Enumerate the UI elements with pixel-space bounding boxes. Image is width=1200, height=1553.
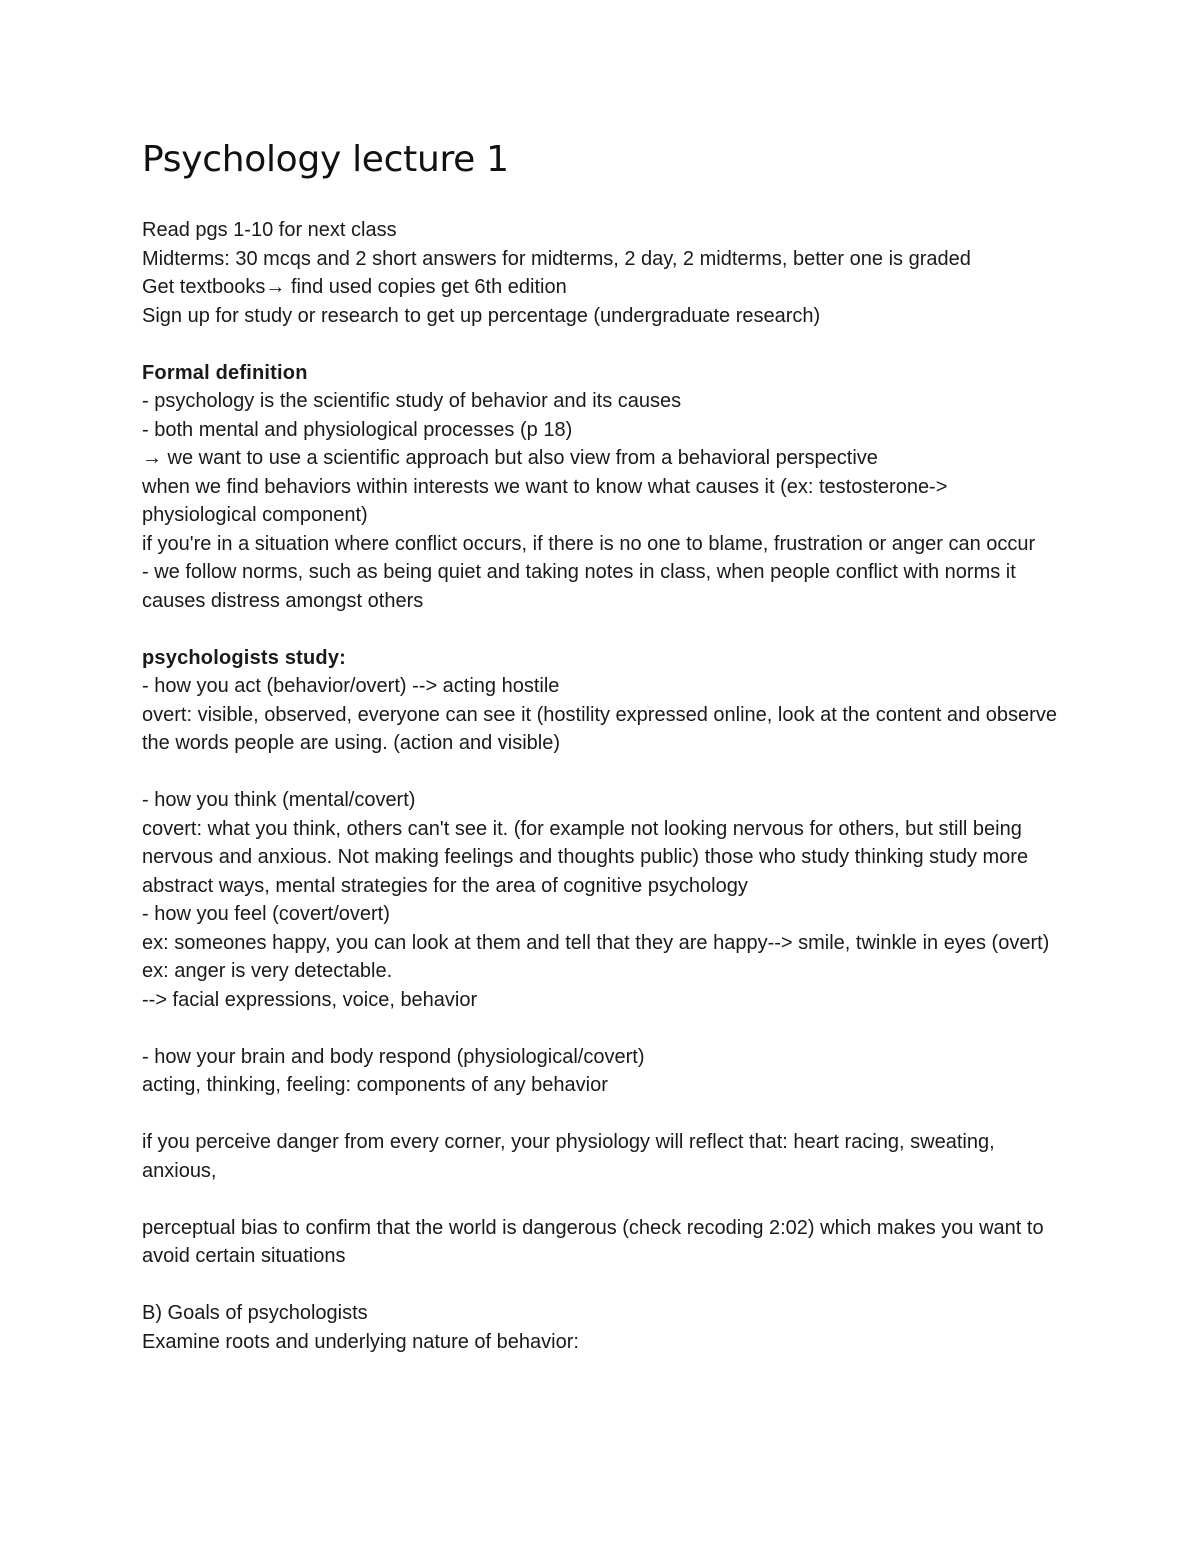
paragraph-spacer: [142, 1100, 1062, 1129]
study-line: - how you act (behavior/overt) --> acting hostile: [142, 675, 560, 697]
goals-heading: B) Goals of psychologists: [142, 1302, 368, 1324]
intro-line: Get textbooks→ find used copies get 6th edition: [142, 276, 567, 298]
intro-line: Read pgs 1-10 for next class: [142, 219, 397, 241]
paragraph-spacer: [142, 330, 1062, 359]
study-line: perceptual bias to confirm that the world is dangerous (check recoding 2:02) which makes you want to avoid certain situations: [142, 1216, 1044, 1267]
paragraph-spacer: [142, 1185, 1062, 1214]
definition-line: - we follow norms, such as being quiet and taking notes in class, when people conflict with norms it causes distress amongst others: [142, 561, 1016, 612]
paragraph-spacer: [142, 615, 1062, 644]
study-line: --> facial expressions, voice, behavior: [142, 988, 478, 1011]
definition-line: → we want to use a scientific approach but also view from a behavioral perspective: [142, 447, 878, 469]
definition-line: when we find behaviors within interests we want to know what causes it (ex: testosterone-> physiological component): [142, 475, 948, 526]
goals-section: [142, 1299, 1062, 1356]
study-line: - how your brain and body respond (physiological/covert): [142, 1045, 645, 1068]
document-title: Psychology lecture 1: [142, 139, 509, 180]
definition-line: - psychology is the scientific study of behavior and its causes: [142, 390, 682, 412]
study-line: - how you think (mental/covert): [142, 789, 416, 811]
intro-line: Midterms: 30 mcqs and 2 short answers for midterms, 2 day, 2 midterms, better one is graded: [142, 247, 971, 270]
definition-line: - both mental and physiological processes (p 18): [142, 418, 573, 441]
definition-line: if you're in a situation where conflict occurs, if there is no one to blame, frustration or anger can occur: [142, 532, 1036, 555]
paragraph-spacer: [142, 1271, 1062, 1300]
study-line: - how you feel (covert/overt): [142, 903, 390, 925]
paragraph-spacer: [142, 1014, 1062, 1043]
study-line: covert: what you think, others can't see it. (for example not looking nervous for others, but still being nervous and anxious. Not making feelings and thoughts public) those who study thinking study more abstract ways, mental strategies for the area of cognitive psychology: [142, 817, 1029, 897]
intro-section: [142, 216, 1062, 330]
study-line: if you perceive danger from every corner, your physiology will reflect that: heart racing, sweating, anxious,: [142, 1131, 995, 1182]
goals-line: Examine roots and underlying nature of behavior:: [142, 1330, 579, 1353]
paragraph-spacer: [142, 758, 1062, 787]
formal-definition-section: [142, 359, 1062, 616]
psychologists-study-section: [142, 644, 1062, 1271]
study-line: acting, thinking, feeling: components of any behavior: [142, 1074, 608, 1096]
study-line: ex: anger is very detectable.: [142, 960, 393, 982]
section-heading: psychologists study:: [142, 646, 347, 669]
intro-line: Sign up for study or research to get up percentage (undergraduate research): [142, 304, 821, 327]
study-line: ex: someones happy, you can look at them and tell that they are happy--> smile, twinkle in eyes (overt): [142, 931, 1050, 954]
study-line: overt: visible, observed, everyone can see it (hostility expressed online, look at the content and observe the words people are using. (action and visible): [142, 703, 1057, 754]
section-heading: Formal definition: [142, 361, 308, 384]
document-body: [142, 137, 1062, 1356]
